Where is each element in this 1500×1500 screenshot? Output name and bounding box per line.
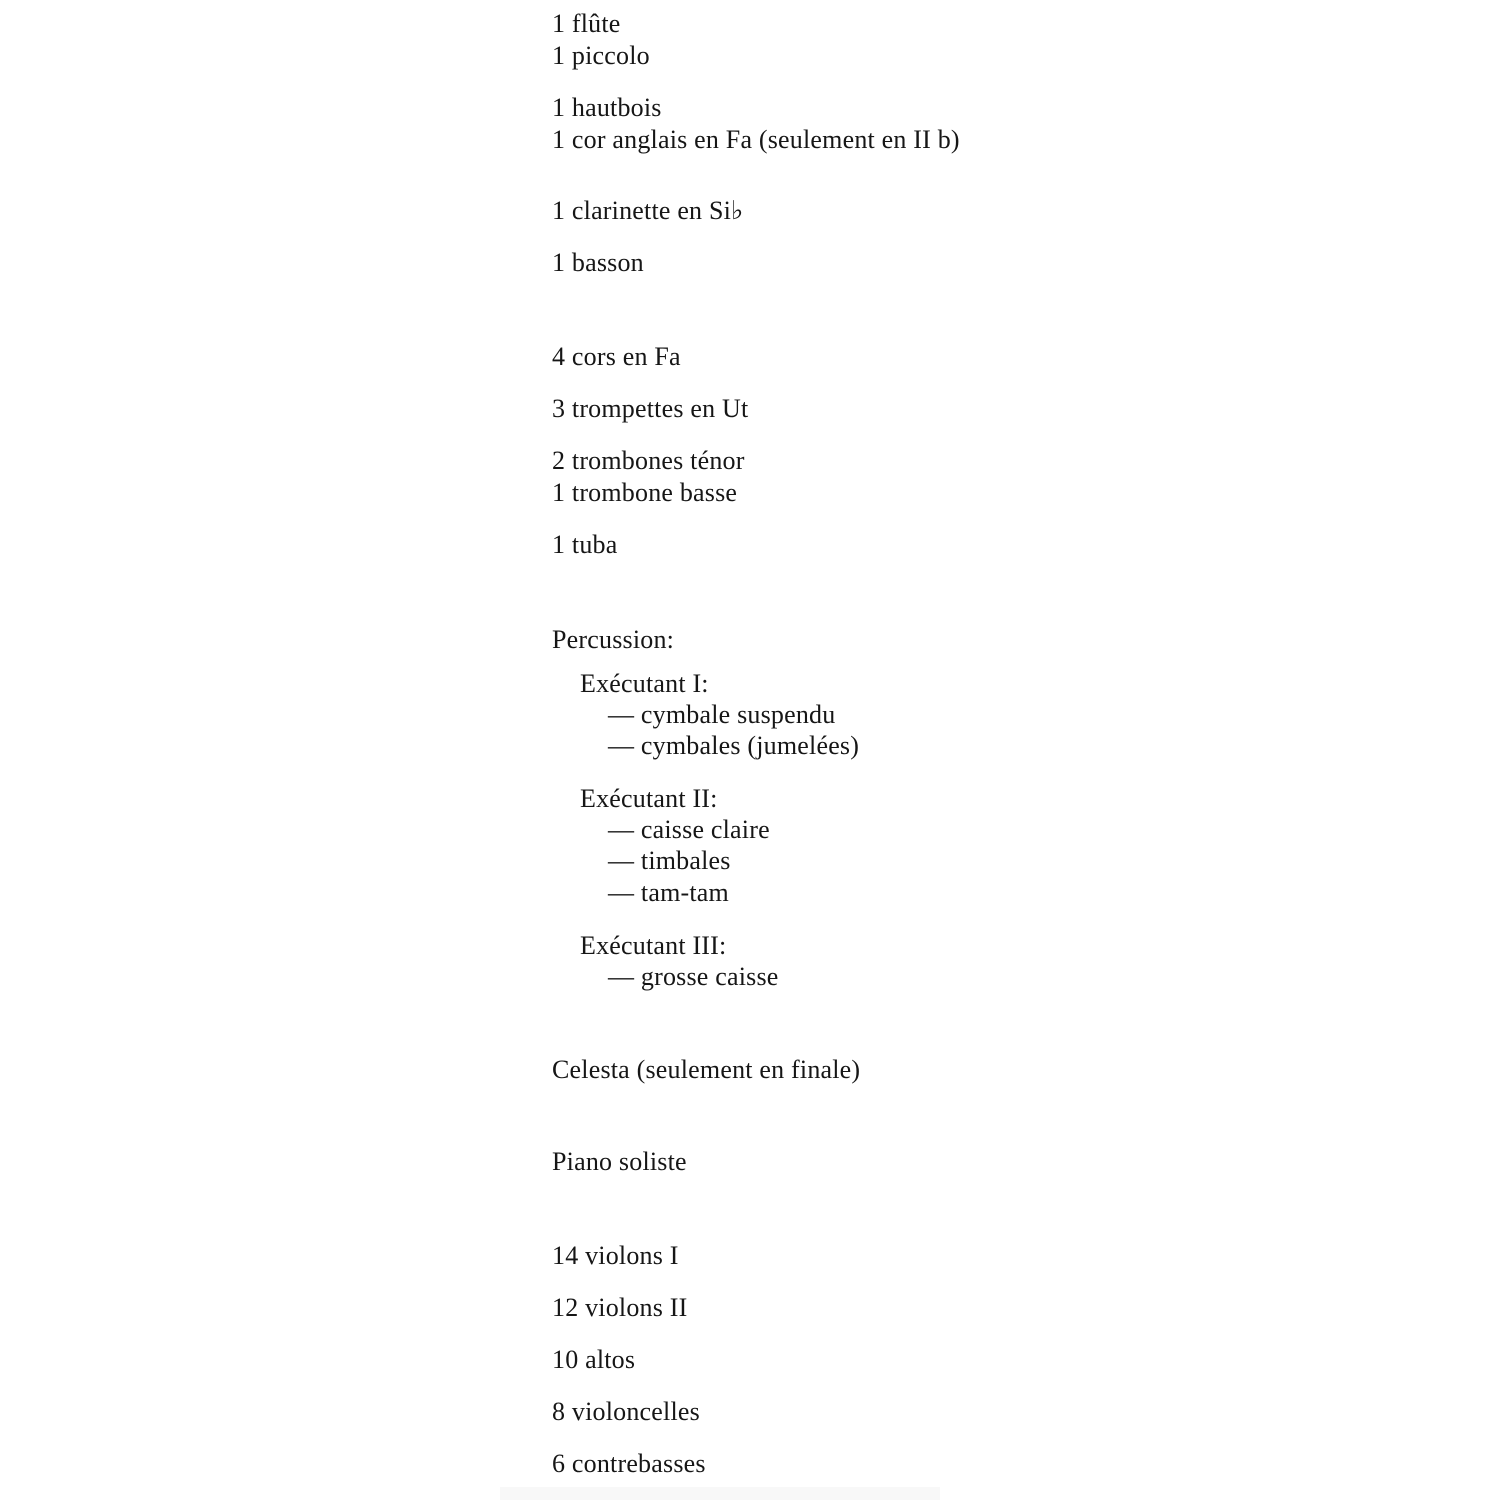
percussion-item-snare-drum: — caisse claire — [608, 815, 770, 844]
brass-line-horns: 4 cors en Fa — [552, 342, 681, 371]
strings-line-violas: 10 altos — [552, 1345, 636, 1374]
strings-line-violins-2: 12 violons II — [552, 1293, 688, 1322]
brass-line-trumpets: 3 trompettes en Ut — [552, 394, 749, 423]
woodwind-line-clarinet: 1 clarinette en Si♭ — [552, 196, 744, 225]
brass-line-tuba: 1 tuba — [552, 530, 618, 559]
strings-line-double-basses: 6 contrebasses — [552, 1449, 706, 1478]
bottom-edge-strip — [500, 1487, 940, 1500]
percussion-item-suspended-cymbal: — cymbale suspendu — [608, 700, 836, 729]
woodwind-line-piccolo: 1 piccolo — [552, 41, 650, 70]
woodwind-line-bassoon: 1 basson — [552, 248, 644, 277]
brass-line-bass-trombone: 1 trombone basse — [552, 478, 738, 507]
percussion-player-3-heading: Exécutant III: — [580, 931, 727, 960]
woodwind-line-oboe: 1 hautbois — [552, 93, 662, 122]
percussion-player-2-heading: Exécutant II: — [580, 784, 718, 813]
woodwind-line-flute: 1 flûte — [552, 9, 621, 38]
percussion-item-timpani: — timbales — [608, 846, 731, 875]
percussion-heading: Percussion: — [552, 625, 675, 654]
strings-line-violins-1: 14 violons I — [552, 1241, 679, 1270]
brass-line-tenor-trombones: 2 trombones ténor — [552, 446, 745, 475]
strings-line-cellos: 8 violoncelles — [552, 1397, 700, 1426]
celesta-line: Celesta (seulement en finale) — [552, 1055, 861, 1084]
percussion-item-tam-tam: — tam-tam — [608, 878, 729, 907]
percussion-item-paired-cymbals: — cymbales (jumelées) — [608, 731, 860, 760]
percussion-player-1-heading: Exécutant I: — [580, 669, 709, 698]
woodwind-line-english-horn: 1 cor anglais en Fa (seulement en II b) — [552, 125, 960, 154]
percussion-item-bass-drum: — grosse caisse — [608, 962, 779, 991]
piano-line: Piano soliste — [552, 1147, 687, 1176]
